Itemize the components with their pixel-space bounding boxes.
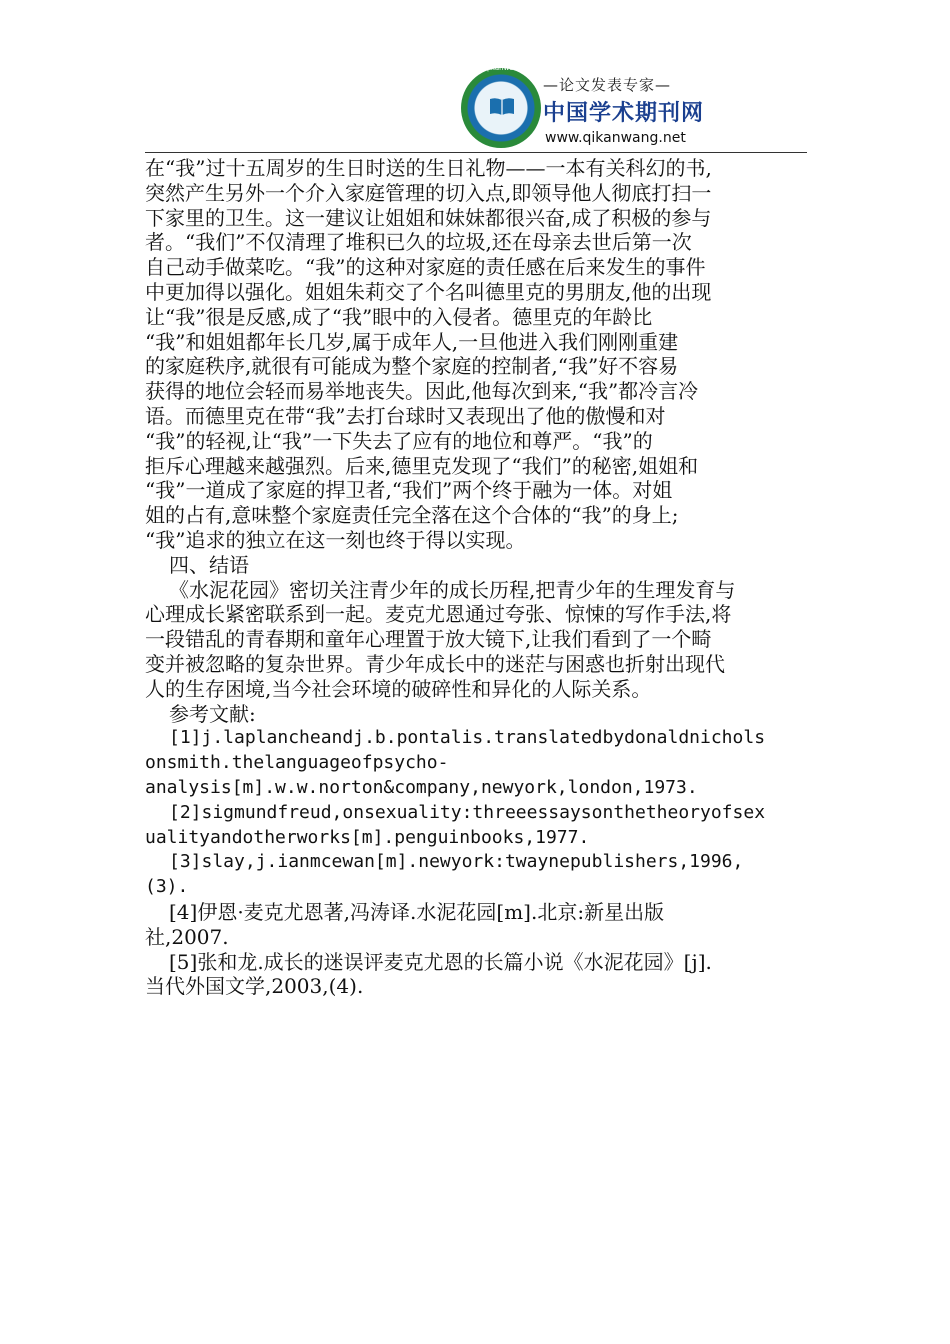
reference-line: [5]张和龙.成长的迷误评麦克尤恩的长篇小说《水泥花园》[j].	[169, 949, 712, 974]
site-header	[145, 60, 807, 152]
text-line: 语。而德里克在带“我”去打台球时又表现出了他的傲慢和对	[145, 403, 666, 428]
site-brand-name: 中国学术期刊网	[543, 101, 705, 126]
text-line: 变并被忽略的复杂世界。青少年成长中的迷茫与困惑也折射出现代	[145, 651, 725, 676]
reference-line: ualityandotherworks[m].penguinbooks,1977.	[145, 826, 590, 848]
text-line: 人的生存困境,当今社会环境的破碎性和异化的人际关系。	[145, 676, 652, 701]
body-paragraph	[145, 156, 807, 553]
reference-list	[145, 726, 807, 999]
reference-line: [1]j.laplancheandj.b.pontalis.translatedbydonaldnichols	[169, 727, 766, 749]
text-line: 者。“我们”不仅清理了堆积已久的垃圾,还在母亲去世后第一次	[145, 230, 692, 255]
text-line: 突然产生另外一个介入家庭管理的切入点,即领导他人彻底打扫一	[145, 180, 712, 205]
text-line: “我”追求的独立在这一刻也终于得以实现。	[145, 527, 526, 552]
text-line: 心理成长紧密联系到一起。麦克尤恩通过夸张、惊悚的写作手法,将	[145, 602, 732, 627]
reference-line: analysis[m].w.w.norton&company,newyork,london,1973.	[145, 776, 698, 798]
section-heading: 四、结语	[169, 552, 249, 577]
references-heading: 参考文献:	[169, 701, 256, 726]
text-line: 一段错乱的青春期和童年心理置于放大镜下,让我们看到了一个畸	[145, 627, 712, 652]
header-divider	[145, 152, 807, 153]
text-line: 在“我”过十五周岁的生日时送的生日礼物——一本有关科幻的书,	[145, 156, 712, 180]
text-line: 姐的占有,意味整个家庭责任完全落在这个合体的“我”的身上;	[145, 503, 679, 528]
article-body	[145, 156, 807, 999]
reference-line: 社,2007.	[145, 924, 229, 949]
reference-line: [4]伊恩·麦克尤恩著,冯涛译.水泥花园[m].北京:新星出版	[169, 899, 665, 924]
text-line: 自己动手做菜吃。“我”的这种对家庭的责任感在后来发生的事件	[145, 255, 706, 280]
text-line: 获得的地位会轻而易举地丧失。因此,他每次到来,“我”都冷言冷	[145, 379, 699, 404]
reference-line: [2]sigmundfreud,onsexuality:threeessaysonthetheoryofsex	[169, 801, 766, 823]
reference-line: [3]slay,j.ianmcewan[m].newyork:twaynepublishers,1996,	[169, 851, 744, 873]
site-url: www.qikanwang.net	[545, 130, 686, 146]
site-tagline: —论文发表专家—	[543, 76, 672, 94]
text-line: 下家里的卫生。这一建议让姐姐和妹妹都很兴奋,成了积极的参与	[145, 205, 712, 230]
text-line: “我”的轻视,让“我”一下失去了应有的地位和尊严。“我”的	[145, 428, 653, 453]
text-line: 拒斥心理越来越强烈。后来,德里克发现了“我们”的秘密,姐姐和	[145, 453, 699, 478]
text-line: “我”一道成了家庭的捍卫者,“我们”两个终于融为一体。对姐	[145, 478, 673, 503]
reference-item	[145, 950, 807, 1000]
text-line: 中更加得以强化。姐姐朱莉交了个名叫德里克的男朋友,他的出现	[145, 279, 712, 304]
text-line: 《水泥花园》密切关注青少年的成长历程,把青少年的生理发育与	[169, 577, 736, 602]
reference-item	[145, 900, 807, 950]
text-line: 让“我”很是反感,成了“我”眼中的入侵者。德里克的年龄比	[145, 304, 653, 329]
book-icon	[489, 96, 515, 116]
reference-line: (3).	[145, 876, 189, 898]
reference-item	[145, 726, 807, 800]
reference-line: 当代外国文学,2003,(4).	[145, 974, 364, 999]
logo-ring-text: www.qikanwang.net	[465, 64, 537, 72]
text-line: 的家庭秩序,就很有可能成为整个家庭的控制者,“我”好不容易	[145, 354, 679, 379]
reference-line: onsmith.thelanguageofpsycho-	[145, 752, 449, 774]
reference-item	[145, 801, 807, 851]
text-line: “我”和姐姐都年长几岁,属于成年人,一旦他进入我们刚刚重建	[145, 329, 679, 354]
reference-item	[145, 850, 807, 900]
conclusion-paragraph	[145, 578, 807, 702]
